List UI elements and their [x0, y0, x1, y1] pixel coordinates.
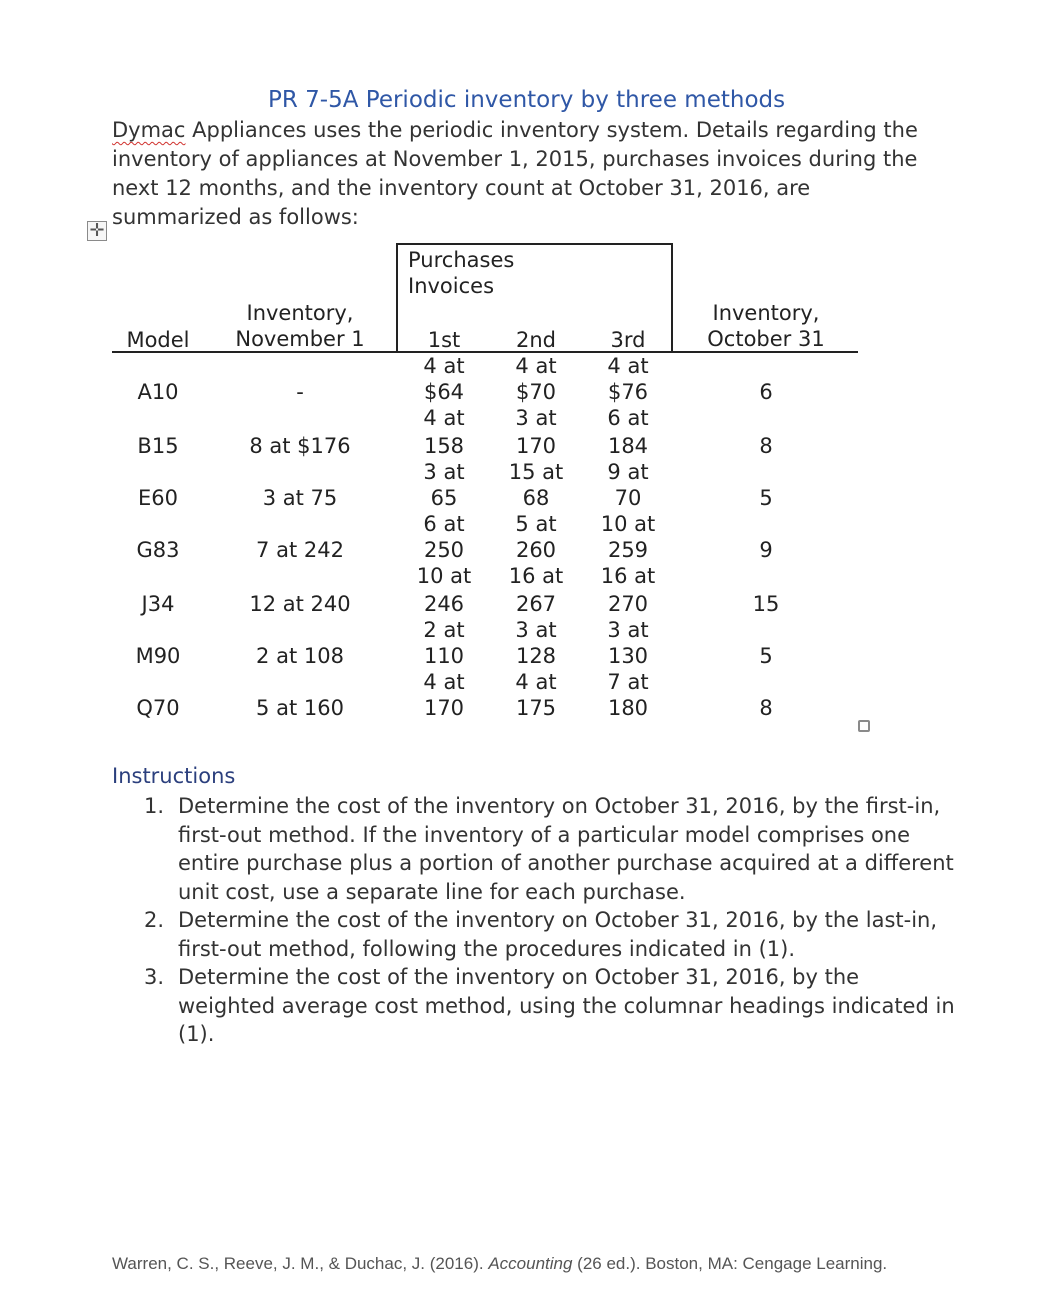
- table-cell-second-qty: 16 at: [508, 564, 564, 588]
- table-cell-first-cost: 246: [423, 592, 465, 616]
- citation-authors: Warren, C. S., Reeve, J. M., & Duchac, J. (2016).: [112, 1254, 489, 1273]
- table-cell-model: A10: [137, 380, 179, 404]
- table-cell-first-qty: 4 at: [423, 670, 465, 694]
- table-cell-third-qty: 3 at: [607, 618, 649, 642]
- instructions-list: [112, 792, 962, 1049]
- table-cell-model: J34: [141, 592, 175, 616]
- table-cell-second-cost: 267: [515, 592, 557, 616]
- table-cell-inventory-oct: 9: [759, 538, 773, 562]
- table-cell-first-cost: 170: [423, 696, 465, 720]
- table-cell-second-qty: 3 at: [515, 406, 557, 430]
- table-cell-second-qty: 3 at: [515, 618, 557, 642]
- header-inventory-october: Inventory, October 31: [707, 301, 825, 351]
- table-cell-third-qty: 4 at: [607, 354, 649, 378]
- table-cell-first-cost: 250: [423, 538, 465, 562]
- header-second: 2nd: [515, 328, 556, 352]
- table-cell-second-qty: 4 at: [515, 670, 557, 694]
- table-cell-first-qty: 3 at: [423, 460, 465, 484]
- instructions-heading: Instructions: [112, 764, 236, 788]
- table-cell-first-qty: 10 at: [416, 564, 472, 588]
- list-item-text: Determine the cost of the inventory on October 31, 2016, by the first-in, first-out method. If the inventory of a particular model comprises one entire purchase plus a portion of another purchase acquired at a different unit cost, use a separate line for each purchase.: [178, 794, 954, 904]
- table-cell-inventory-oct: 15: [752, 592, 780, 616]
- table-cell-inventory-nov: -: [296, 380, 304, 404]
- table-cell-third-cost: 180: [607, 696, 649, 720]
- table-cell-inventory-oct: 6: [759, 380, 773, 404]
- list-item: [112, 963, 962, 1049]
- page-title: PR 7-5A Periodic inventory by three methods: [268, 87, 786, 113]
- table-cell-first-qty: 4 at: [423, 354, 465, 378]
- list-item-text: Determine the cost of the inventory on October 31, 2016, by the weighted average cost method, using the columnar headings indicated in (1).: [178, 965, 955, 1046]
- table-cell-inventory-nov: 7 at 242: [256, 538, 344, 562]
- intro-line-3: next 12 months, and the inventory count at October 31, 2016, are: [112, 176, 811, 200]
- table-cell-first-cost: 110: [423, 644, 465, 668]
- table-cell-inventory-nov: 5 at 160: [256, 696, 344, 720]
- header-inventory-november: Inventory, November 1: [235, 301, 365, 351]
- table-cell-second-cost: $70: [515, 380, 557, 404]
- header-model: Model: [126, 328, 190, 352]
- table-cell-model: E60: [138, 486, 178, 510]
- header-third: 3rd: [610, 328, 646, 352]
- citation-publisher: (26 ed.). Boston, MA: Cengage Learning.: [572, 1254, 888, 1273]
- table-cell-third-cost: 184: [607, 434, 649, 458]
- table-cell-first-cost: 65: [430, 486, 458, 510]
- intro-line-2: inventory of appliances at November 1, 2015, purchases invoices during the: [112, 147, 918, 171]
- table-cell-third-qty: 7 at: [607, 670, 649, 694]
- list-item-number: 3.: [144, 965, 165, 989]
- intro-line-1-rest: Appliances uses the periodic inventory system. Details regarding the: [185, 118, 918, 142]
- table-cell-first-qty: 4 at: [423, 406, 465, 430]
- move-handle-icon[interactable]: ✛: [87, 221, 107, 241]
- list-item-number: 2.: [144, 908, 165, 932]
- table-cell-third-cost: 259: [607, 538, 649, 562]
- table-cell-inventory-nov: 2 at 108: [256, 644, 344, 668]
- citation-book-title: Accounting: [488, 1254, 573, 1273]
- table-cell-second-qty: 4 at: [515, 354, 557, 378]
- intro-line-1: [112, 116, 962, 145]
- citation: [112, 1254, 887, 1274]
- resize-handle-icon[interactable]: [858, 720, 870, 732]
- table-cell-first-qty: 6 at: [423, 512, 465, 536]
- table-cell-second-cost: 128: [515, 644, 557, 668]
- purchases-header: Purchases Invoices: [408, 248, 515, 298]
- table-cell-first-cost: $64: [423, 380, 465, 404]
- table-cell-third-cost: 130: [607, 644, 649, 668]
- table-cell-second-cost: 175: [515, 696, 557, 720]
- table-cell-inventory-oct: 5: [759, 486, 773, 510]
- intro-paragraph: [112, 116, 962, 232]
- table-cell-first-cost: 158: [423, 434, 465, 458]
- table-cell-model: Q70: [136, 696, 180, 720]
- table-cell-inventory-oct: 8: [759, 696, 773, 720]
- header-first: 1st: [427, 328, 461, 352]
- table-cell-model: M90: [135, 644, 181, 668]
- table-cell-first-qty: 2 at: [423, 618, 465, 642]
- list-item: [112, 792, 962, 906]
- table-cell-second-cost: 68: [522, 486, 550, 510]
- intro-line-4: summarized as follows:: [112, 205, 359, 229]
- table-cell-third-qty: 16 at: [600, 564, 656, 588]
- table-cell-model: G83: [136, 538, 180, 562]
- table-cell-inventory-oct: 8: [759, 434, 773, 458]
- table-cell-second-cost: 170: [515, 434, 557, 458]
- table-cell-inventory-nov: 12 at 240: [249, 592, 351, 616]
- company-name: Dymac: [112, 118, 186, 142]
- list-item-text: Determine the cost of the inventory on October 31, 2016, by the last-in, first-out method, following the procedures indicated in (1).: [178, 908, 938, 961]
- table-cell-inventory-nov: 8 at $176: [249, 434, 351, 458]
- table-cell-third-cost: $76: [607, 380, 649, 404]
- table-cell-model: B15: [137, 434, 179, 458]
- table-cell-third-cost: 270: [607, 592, 649, 616]
- table-cell-second-cost: 260: [515, 538, 557, 562]
- table-cell-second-qty: 15 at: [508, 460, 564, 484]
- table-cell-second-qty: 5 at: [515, 512, 557, 536]
- table-cell-third-qty: 10 at: [600, 512, 656, 536]
- table-cell-inventory-nov: 3 at 75: [262, 486, 338, 510]
- table-cell-third-qty: 9 at: [607, 460, 649, 484]
- list-item: [112, 906, 962, 963]
- table-cell-third-qty: 6 at: [607, 406, 649, 430]
- table-cell-third-cost: 70: [614, 486, 642, 510]
- list-item-number: 1.: [144, 794, 165, 818]
- table-cell-inventory-oct: 5: [759, 644, 773, 668]
